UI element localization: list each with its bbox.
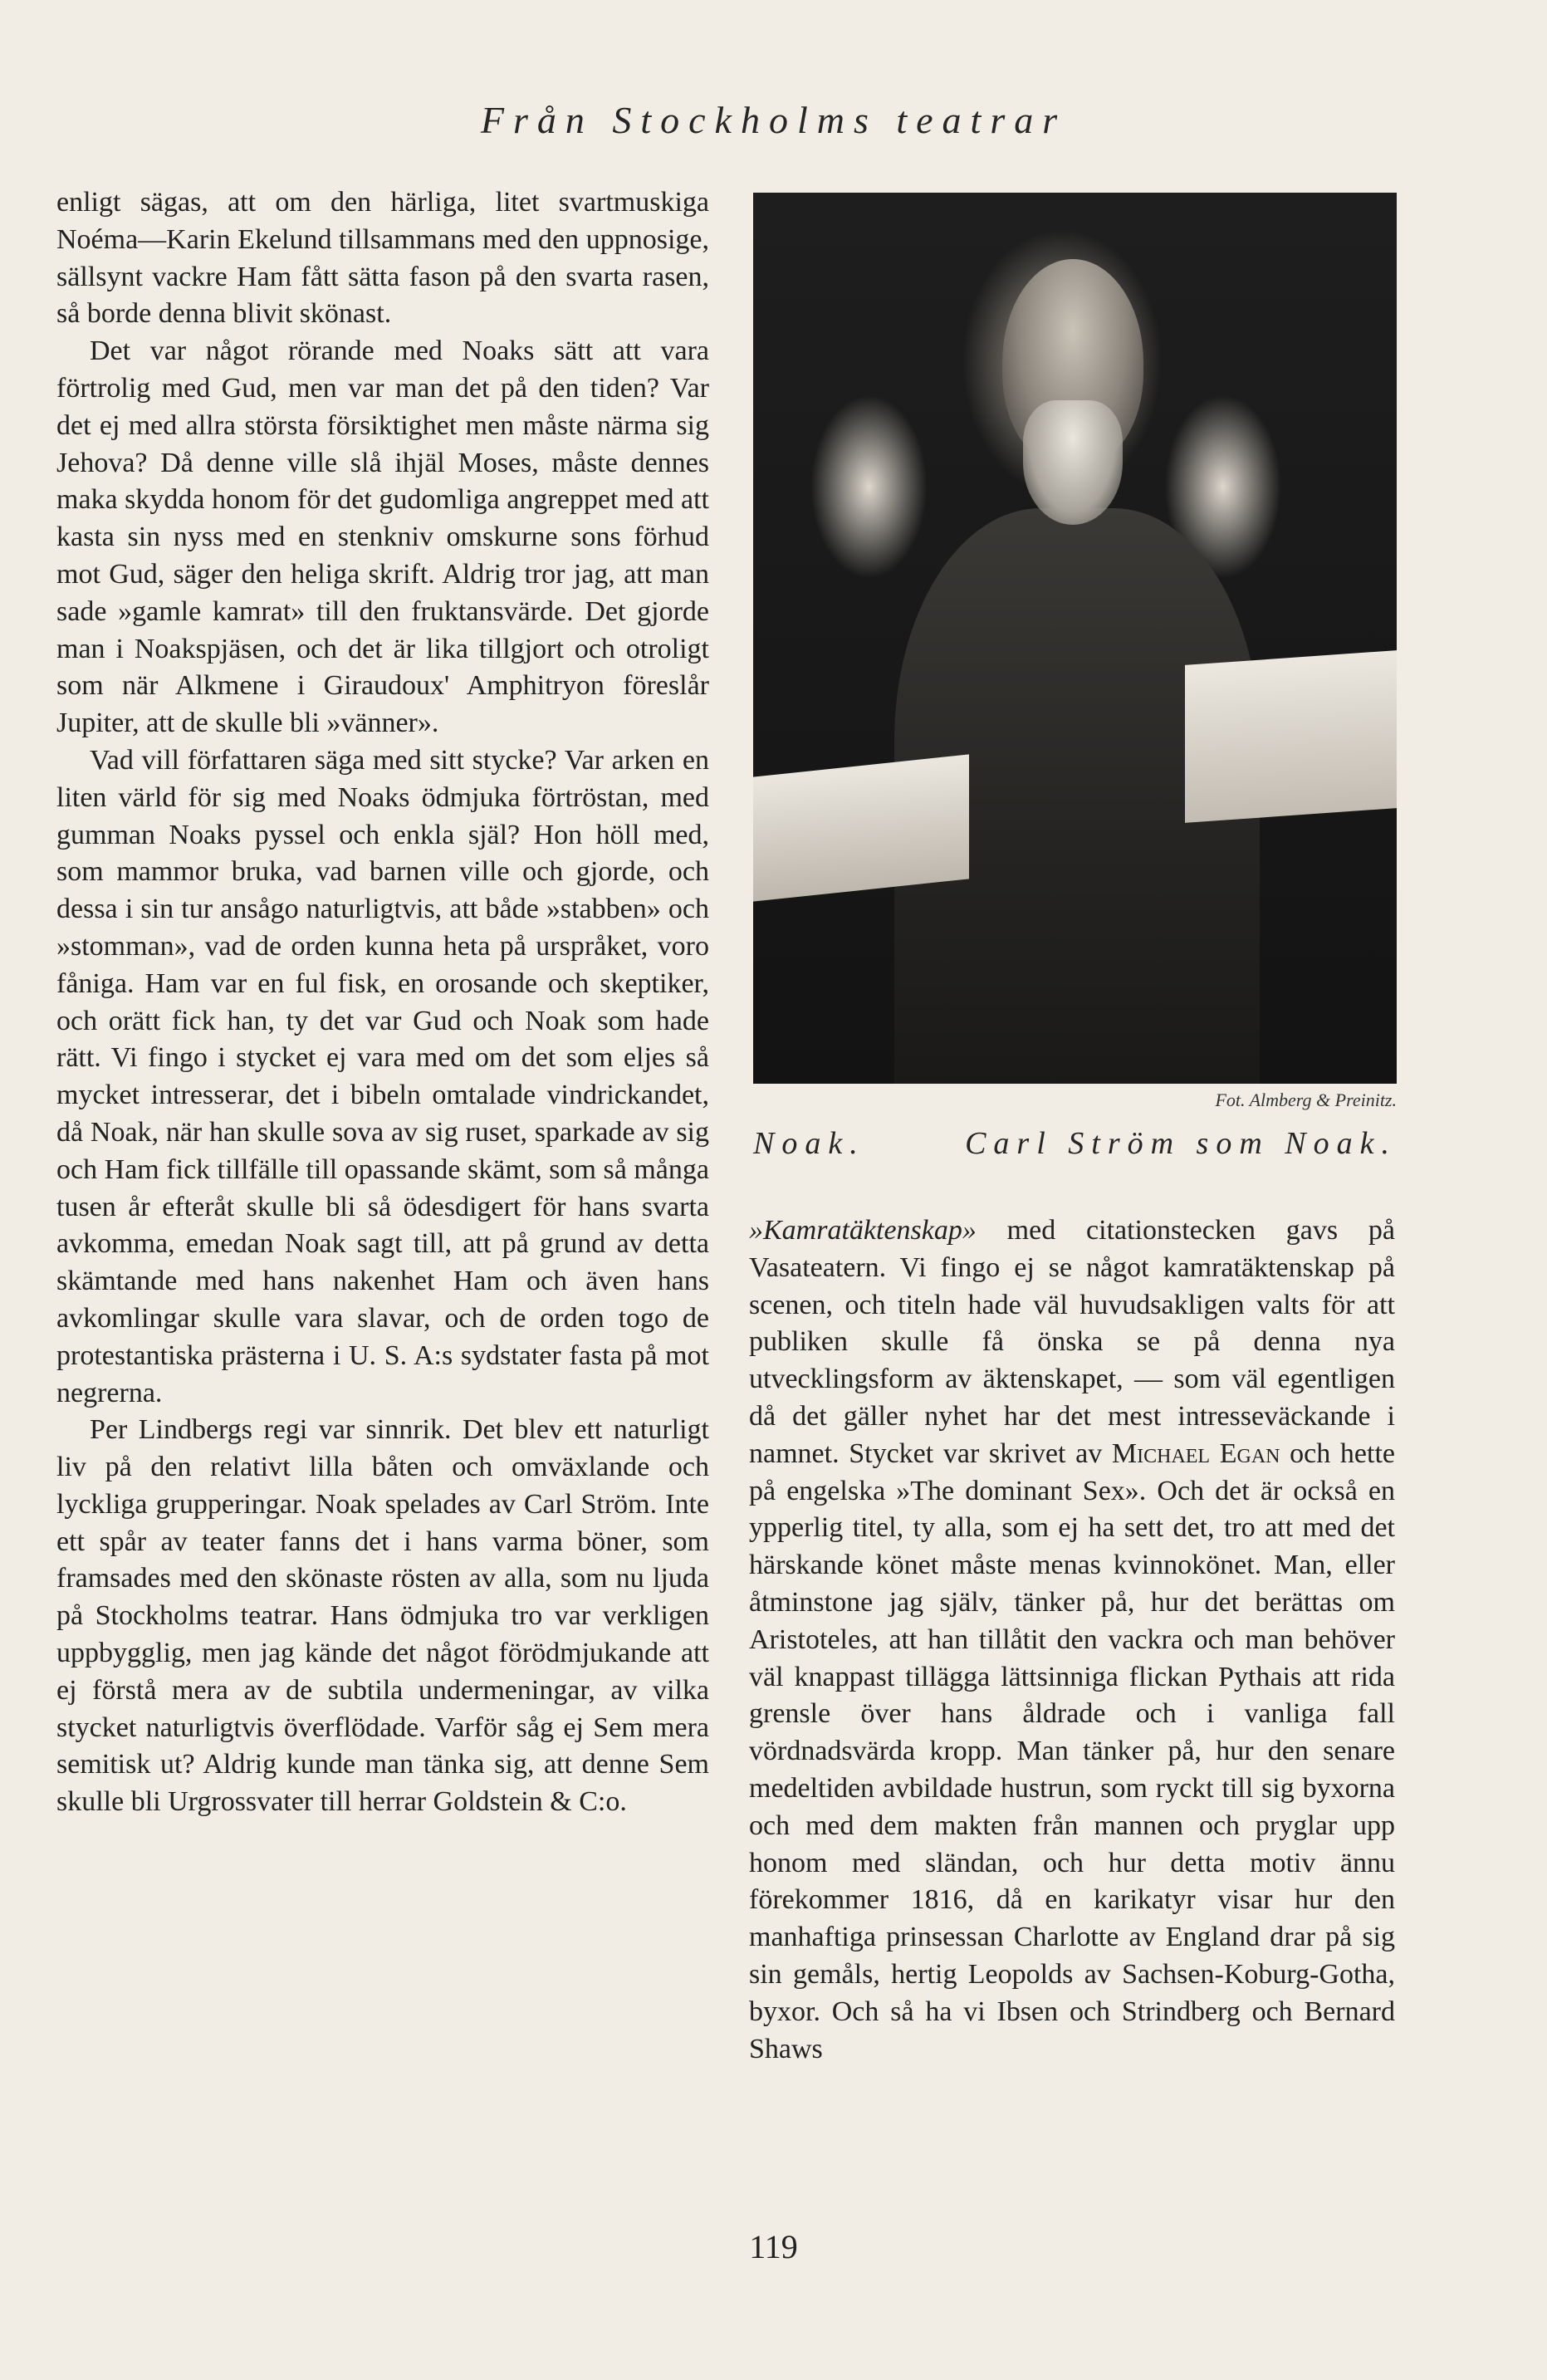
photo-caption (753, 1125, 1397, 1162)
photo-credit: Fot. Almberg & Preinitz. (1215, 1090, 1397, 1110)
paragraph: Per Lindbergs regi var sinnrik. Det blev ett naturligt liv på den relativt lilla båten och omväxlande och lyckliga grupperingar. Noak spelades av Carl Ström. Inte ett spår av teater fanns det i hans varma böner, som framsades med den skönaste rösten av alla, som nu ljuda på Stockholms teatrar. Hans ödmjuka tro var verkligen uppbygglig, men jag kände det något förödmjukande att ej förstå mera av de subtila undermeningar, av vilka stycket naturligtvis överflödade. Varför såg ej Sem mera semitisk ut? Aldrig kunde man tänka sig, att denne Sem skulle bli Urgrossvater till herrar Goldstein & C:o. (56, 1414, 709, 1818)
author-name: Michael Egan (1111, 1437, 1280, 1469)
play-title: »Kamratäktenskap» (749, 1215, 977, 1246)
page-number: 119 (749, 2228, 798, 2265)
left-text-column (56, 184, 709, 1821)
paragraph (749, 1212, 1395, 2068)
paragraph: Det var något rörande med Noaks sätt att vara förtrolig med Gud, men var man det på den tiden? Var det ej med allra största försiktighet men måste närma sig Jehova? Då denne ville slå ihjäl Moses, måste dennes maka skydda honom för det gudomliga angreppet med att kasta sin nyss med en stenkniv omskurne sons förhud mot Gud, säger den heliga skrift. Aldrig tror jag, att man sade »gamle kamrat» till den fruktansvärde. Det gjorde man i Noakspjäsen, och det är lika tillgjort och otroligt som när Alkmene i Giraudoux' Amphitryon föreslår Jupiter, att de skulle bli »vänner». (56, 335, 709, 739)
photo-prop-left (753, 754, 969, 901)
paragraph: enligt sägas, att om den härliga, litet svartmuskiga Noéma—Karin Ekelund tillsammans med den uppnosige, sällsynt vackre Ham fått sätta fason på den svarta rasen, så borde denna blivit skönast. (56, 187, 709, 330)
running-head: Från Stockholms teatrar (480, 99, 1067, 141)
photo-figure-beard (1023, 400, 1123, 525)
caption-right: Carl Ström som Noak. (965, 1126, 1397, 1161)
paragraph-text: med citationstecken gavs på Vasateatern. Vi fingo ej se något kamratäktenskap på scenen, och titeln hade väl huvudsakligen valts för att publiken skulle få önska se på denna nya utvecklingsform av äktenskapet, — som väl egentligen då det gäller nyhet har det mest intresseväckande i namnet. Stycket var skrivet av (749, 1215, 1395, 1469)
paragraph: Vad vill författaren säga med sitt stycke? Var arken en liten värld för sig med Noaks ödmjuka förtröstan, med gumman Noaks pyssel och enkla själ? Hon höll med, som mammor bruka, vad barnen ville och gjorde, och dessa i sin tur ansågo naturligtvis, att både »stabben» och »stomman», vad de orden kunna heta på urspråket, voro fåniga. Ham var en ful fisk, en orosande och skeptiker, och orätt fick han, ty det var Gud och Noak som hade rätt. Vi fingo i stycket ej vara med om det som eljes så mycket intresserar, det i bibeln omtalade vindrickandet, då Noak, när han skulle sova av sig ruset, sparkade av sig och Ham fick tillfälle till opassande skämt, som så många tusen år efteråt skulle bli så ödesdigert för hans svarta avkomma, emedan Noak sagt till, att på grund av detta skämtande med hans nakenhet Ham och även hans avkomlingar skulle vara slavar, och de orden togo de protestantiska prästerna i U. S. A:s sydstater fasta på mot negrerna. (56, 744, 709, 1408)
paragraph-text: och hette på engelska »The dominant Sex». Och det är också en ypperlig titel, ty alla, som ej ha sett det, tro att med det härskande könet måste menas kvinnokönet. Man, eller åtminstone jag själv, tänker på, hur det berättas om Aristoteles, att han tillåtit den vackra och man behöver väl knappast tillägga lättsinniga flickan Pythais att rida grensle över hans åldrade och i vanliga fall vördnadsvärda kropp. Man tänker på, hur den senare medeltiden avbildade hustrun, som ryckt till sig byxorna och med dem makten från mannen och pryglar upp honom med sländan, och hur detta motiv ännu förekommer 1816, då en karikatyr visar hur den manhaftiga prinsessan Charlotte av England drar på sig sin gemåls, hertig Leopolds av Sachsen-Koburg-Gotha, byxor. Och så ha vi Ibsen och Strindberg och Bernard Shaws (749, 1437, 1395, 2064)
caption-left: Noak. (753, 1126, 865, 1161)
photo-noak (753, 193, 1397, 1084)
right-text-column (749, 1212, 1395, 2068)
photo-prop-right (1185, 650, 1397, 823)
